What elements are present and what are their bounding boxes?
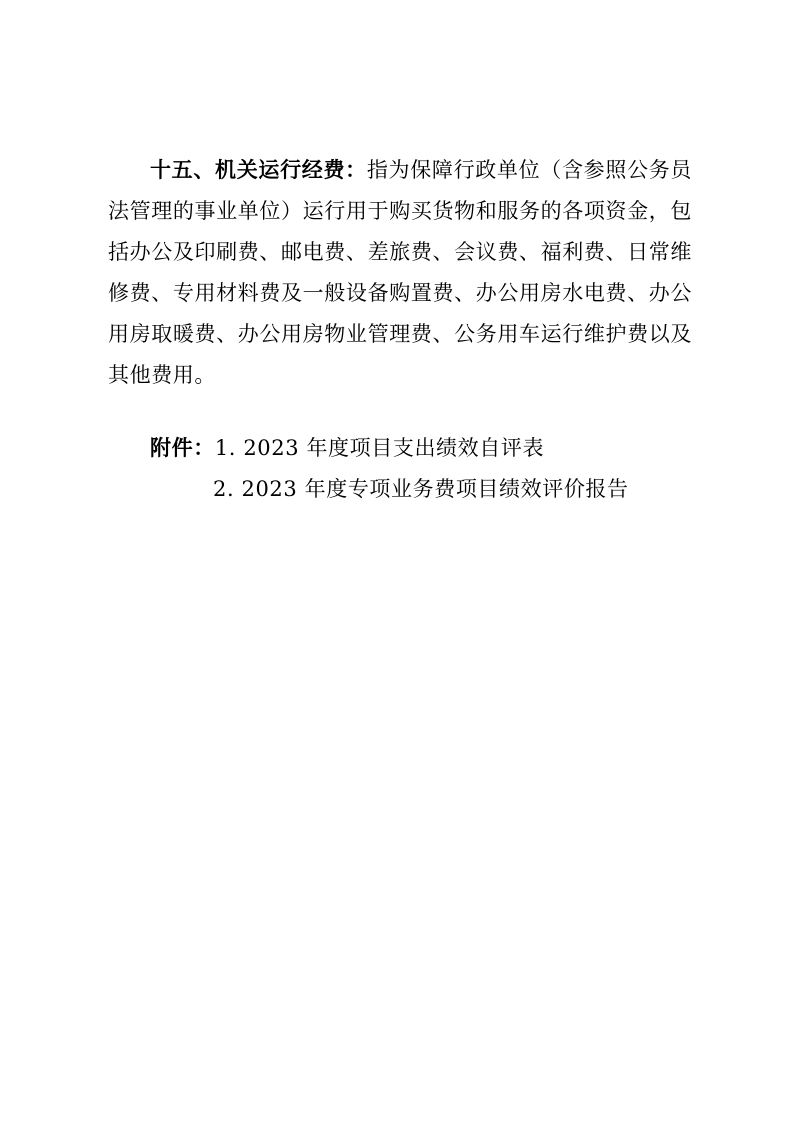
term-separator: ： <box>345 158 367 182</box>
attachment-row-2 <box>150 469 710 510</box>
attachment-item: 2. 2023 年度专项业务费项目绩效评价报告 <box>213 477 629 501</box>
section-definition: 指为保障行政单位（含参照公务员法管理的事业单位）运行用于购买货物和服务的各项资金，包括办公及印刷费、邮电费、差旅费、会议费、福利费、日常维修费、专用材料费及一般设备购置费、办公用房水电费、办公用房取暖费、办公用房物业管理费、公务用车运行维护费以及其他费用。 <box>108 158 692 387</box>
section-term: 十五、机关运行经费 <box>150 158 346 182</box>
attachments-block <box>150 428 710 510</box>
attachments-label: 附件： <box>150 436 215 460</box>
attachment-row-1 <box>150 428 710 469</box>
definition-paragraph <box>108 150 692 396</box>
attachment-item: 1. 2023 年度项目支出绩效自评表 <box>214 436 545 460</box>
